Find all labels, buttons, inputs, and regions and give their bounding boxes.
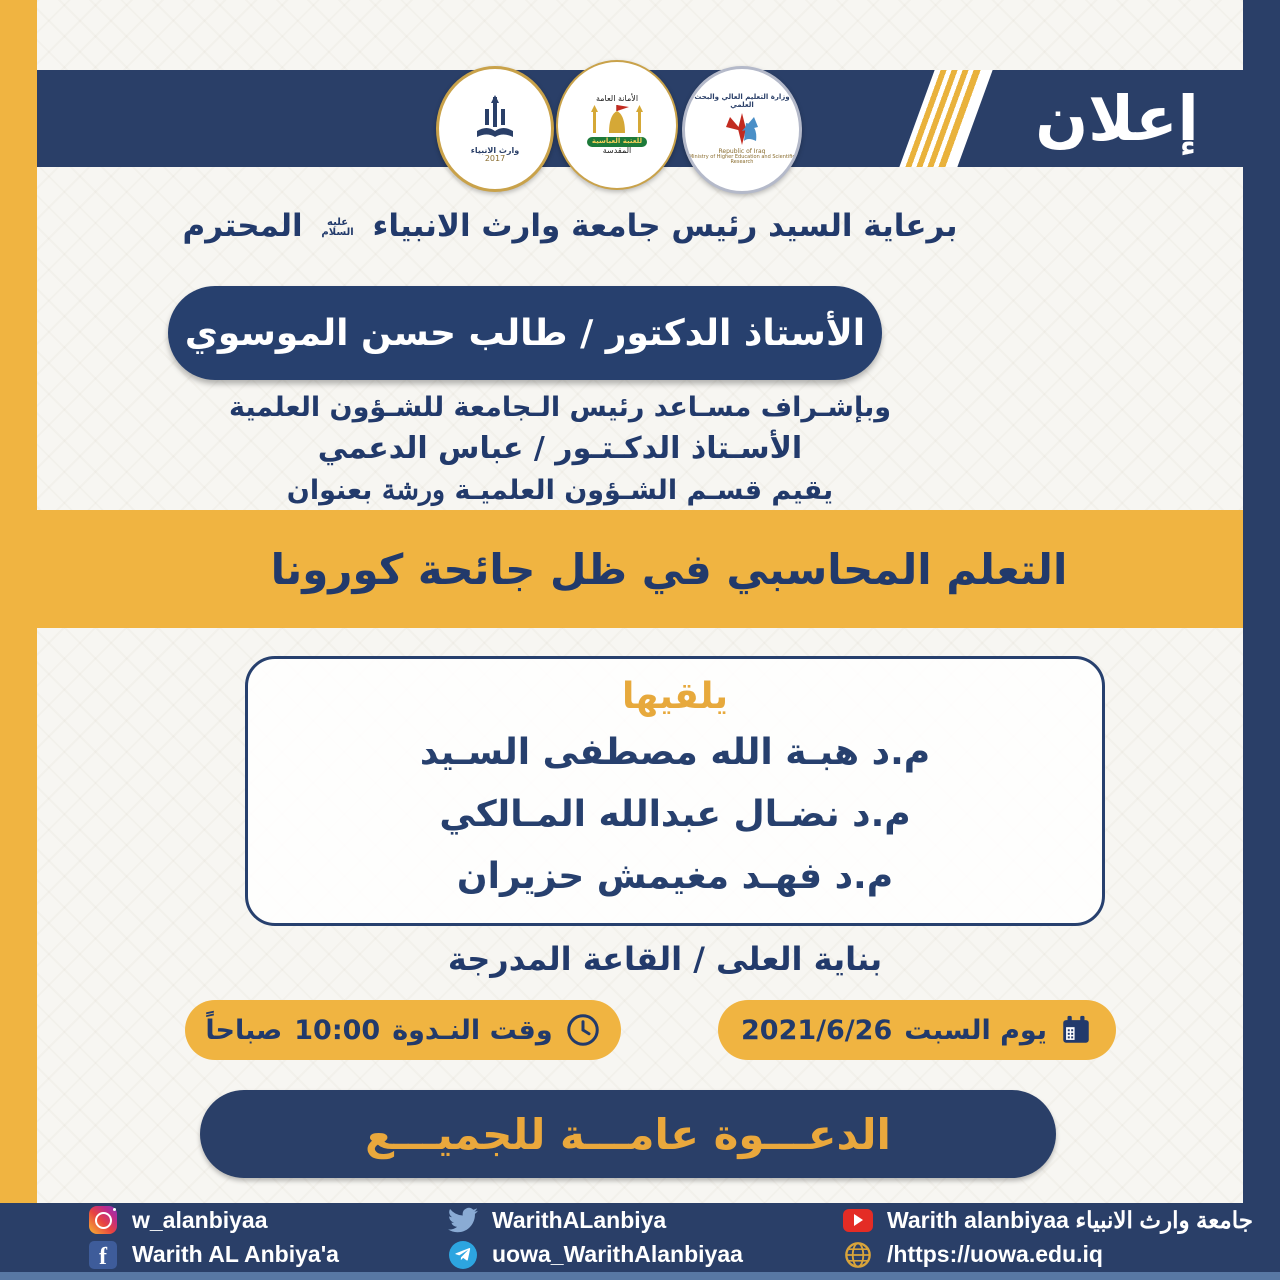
clock-icon <box>565 1012 601 1048</box>
youtube-icon <box>843 1205 873 1235</box>
patronage-text: برعاية السيد رئيس جامعة وارث الانبياء <box>372 208 958 244</box>
announcement-title: إعلان <box>1035 82 1199 155</box>
invitation-band: الدعـــوة عامـــة للجميـــع <box>200 1090 1056 1178</box>
right-navy-stripe <box>1243 0 1280 1280</box>
venue-line: بناية العلى / القاعة المدرجة <box>447 940 883 978</box>
telegram-item[interactable] <box>448 1240 843 1270</box>
presenters-label: يلقيها <box>621 675 729 717</box>
twitter-icon <box>448 1205 478 1235</box>
globe-icon <box>843 1240 873 1270</box>
facebook-handle: Warith AL Anbiya'a <box>132 1241 339 1268</box>
facebook-icon: f <box>88 1240 118 1270</box>
president-name-pill: الأستاذ الدكتور / طالب حسن الموسوي <box>168 286 882 380</box>
diagonal-gold-stripes <box>899 70 992 167</box>
website-url: /https://uowa.edu.iq <box>887 1241 1103 1268</box>
time-suffix: صباحاً <box>205 1014 283 1046</box>
facebook-item[interactable] <box>88 1240 448 1270</box>
presenter-name: م.د نضـال عبدالله المـالكي <box>439 793 911 835</box>
date-pill <box>718 1000 1116 1060</box>
shrine-logo <box>556 60 678 190</box>
peace-be-upon-him-mark: عليه السلام <box>321 216 354 238</box>
patronage-line <box>0 208 1140 244</box>
shrine-logo-middle-text: للعتبة العباسية <box>587 137 647 147</box>
supervision-block <box>0 388 1120 511</box>
instagram-icon <box>88 1205 118 1235</box>
youtube-handle: Warith alanbiyaa جامعة وارث الانبياء <box>887 1206 1253 1233</box>
calendar-icon <box>1059 1013 1093 1047</box>
footer-social-bar <box>0 1203 1280 1272</box>
shrine-logo-bottom-text: المقدسة <box>602 145 632 155</box>
time-pill <box>185 1000 621 1060</box>
workshop-word: ورشة <box>381 474 446 506</box>
workshop-title: التعلم المحاسبي في ظل جائحة كورونا <box>270 544 1068 594</box>
shrine-logo-top-text: الأمانة العامة <box>595 93 639 103</box>
university-logo <box>436 66 554 192</box>
supervisor-name: الأسـتاذ الدكـتـور / عباس الدعمي <box>317 431 803 467</box>
supervision-line: وبإشـراف مسـاعد رئيس الـجامعة للشـؤون العلمية <box>228 392 892 423</box>
footer-bottom-strip <box>0 1272 1280 1280</box>
ministry-logo-bottom-text: Republic of Iraq <box>718 147 766 155</box>
presenter-name: م.د هبـة الله مصطفى السـيد <box>419 731 931 773</box>
ministry-emblem <box>716 109 768 149</box>
university-logo-year: 2017 <box>484 154 506 163</box>
telegram-icon <box>448 1240 478 1270</box>
organizer-line: يقيم قسـم الشـؤون العلميـة ورشة بعنوان <box>286 474 834 506</box>
youtube-item[interactable] <box>843 1205 1280 1235</box>
presenters-box <box>245 656 1105 926</box>
ministry-logo <box>682 66 802 194</box>
workshop-title-band <box>0 510 1243 628</box>
ministry-logo-bottom-text2: Ministry of Higher Education and Scientific Research <box>688 154 796 166</box>
date-value: 2021/6/26 <box>741 1014 893 1046</box>
presenter-name: م.د فهـد مغيمش حزيران <box>456 855 894 897</box>
twitter-item[interactable] <box>448 1205 843 1235</box>
time-label: وقت النـدوة <box>392 1014 553 1046</box>
instagram-item[interactable] <box>88 1205 448 1235</box>
website-item[interactable] <box>843 1240 1280 1270</box>
ministry-logo-top-text: وزارة التعليم العالي والبحث العلمي <box>694 93 790 109</box>
university-logo-caption: وارث الانبياء <box>470 145 520 155</box>
date-label: يوم السبت <box>904 1014 1047 1046</box>
telegram-handle: uowa_WarithAlanbiyaa <box>492 1241 743 1268</box>
patronage-suffix: المحترم <box>182 208 303 244</box>
twitter-handle: WarithALanbiya <box>492 1206 667 1233</box>
time-value: 10:00 <box>294 1014 381 1046</box>
minaret-book-emblem <box>473 95 517 147</box>
shrine-dome-emblem <box>587 103 647 137</box>
instagram-handle: w_alanbiyaa <box>132 1206 268 1233</box>
